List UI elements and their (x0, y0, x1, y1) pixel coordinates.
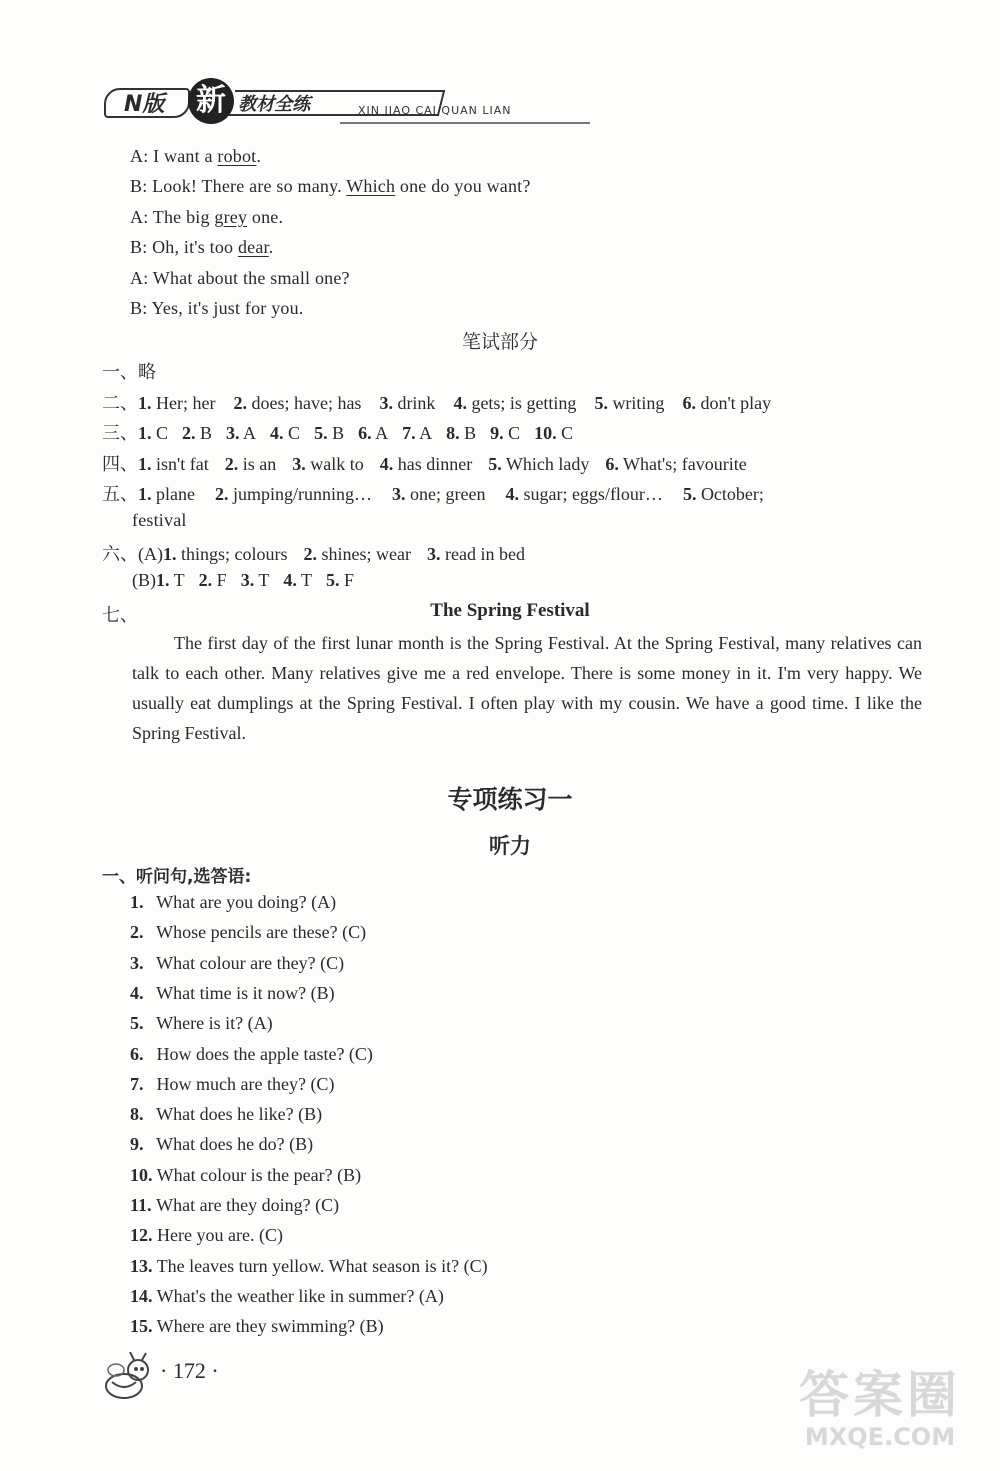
question-number: 4. (130, 982, 144, 1003)
question-number: 2. (130, 922, 144, 943)
question-text: How does the apple taste? (C) (152, 1043, 373, 1064)
answer-item: 4. has dinner (379, 454, 473, 474)
answer-item: 1. C (138, 423, 169, 443)
question-item (130, 1104, 322, 1125)
dialogue-line: B: Look! There are so many. Which one do you want? (130, 176, 531, 197)
answer-item: 1. isn't fat (138, 454, 209, 474)
book-header (100, 78, 590, 128)
section-title: 专项练习一 (447, 785, 573, 814)
speaker-label: A: (130, 267, 153, 288)
speaker-label: A: (130, 206, 153, 227)
answer-item: 1. plane (138, 484, 195, 504)
answer-item: 6. What's; favourite (605, 454, 747, 474)
question-number: 14. (130, 1285, 153, 1306)
question-text: What colour is the pear? (B) (152, 1164, 362, 1185)
question-text: What does he like? (B) (152, 1104, 323, 1125)
question-text: How much are they? (C) (152, 1073, 335, 1094)
answer-item: 5. B (314, 423, 345, 443)
dialogue-line: A: I want a robot. (130, 146, 262, 166)
answer-s4-items (138, 454, 763, 474)
answer-item: 6. A (358, 423, 389, 443)
question-item (130, 892, 336, 913)
answer-item: 5. October; (682, 484, 764, 504)
answer-item: 10. C (534, 423, 574, 443)
question-item (130, 1195, 339, 1216)
answer-s5: 五、1. plane 2. jumping/running… 3. one; green 4. sugar; eggs/flour… 5. October; (102, 480, 922, 506)
answer-s6a: 六、(A)1. things; colours 2. shines; wear 3. read in bed (102, 540, 541, 566)
answer-item: 1. things; colours (163, 544, 288, 564)
answer-s4: 四、1. isn't fat 2. is an 3. walk to 4. has dinner 5. Which lady 6. What's; favourite (102, 450, 763, 476)
brand-pinyin: XIN JIAO CAI QUAN LIAN (358, 104, 512, 117)
question-text: Here you are. (C) (152, 1225, 283, 1246)
question-item (130, 953, 344, 974)
question-item (130, 1044, 373, 1065)
speaker-label: B: (130, 298, 152, 318)
essay-paragraph: The first day of the first lunar month is the Spring Festival. At the Spring Festival, many relatives can talk to each other. Many relatives give me a red envelope. There is some money in it. I'm very happy. We usually eat dumplings at the Spring Festival. I often play with my cousin. We have a good time. I like the Spring Festival. (132, 633, 922, 743)
question-item (130, 1256, 488, 1277)
dialogue-line: A: The big grey one. (130, 206, 284, 227)
answer-item: 3. drink (379, 393, 436, 413)
answer-item: 3. T (240, 570, 270, 590)
answer-item: 3. one; green (391, 484, 486, 504)
question-text: Where are they swimming? (B) (152, 1316, 384, 1337)
answer-item: 2. does; have; has (233, 393, 362, 413)
answer-item: 2. F (198, 570, 227, 590)
question-text: What time is it now? (B) (152, 982, 335, 1003)
question-item (130, 1286, 444, 1307)
question-item (130, 1134, 313, 1155)
answer-s3: 三、1. C 2. B 3. A 4. C 5. B 6. A 7. A 8. B 9. C 10. C (102, 419, 587, 445)
question-number: 1. (130, 892, 144, 912)
brand-title: 教材全练 (229, 90, 445, 116)
essay-title: The Spring Festival (430, 600, 590, 621)
answer-item: 2. is an (224, 454, 277, 474)
question-item (130, 922, 366, 943)
question-text: What are you doing? (A) (152, 892, 337, 912)
question-text: Where is it? (A) (152, 1013, 273, 1034)
answer-item: 3. A (226, 423, 257, 443)
question-number: 9. (130, 1134, 144, 1155)
question-item (130, 983, 335, 1004)
question-number: 6. (130, 1043, 144, 1064)
question-item (130, 1165, 361, 1186)
answer-item: 4. C (270, 423, 301, 443)
answer-s6a-items (163, 544, 541, 564)
question-number: 5. (130, 1013, 144, 1034)
answer-s2: 二、1. Her; her 2. does; have; has 3. drink 4. gets; is getting 5. writing 6. don't play (102, 389, 789, 415)
answer-s1: 一、略 (102, 362, 156, 382)
answer-item: 3. walk to (292, 454, 364, 474)
answer-item: 5. F (326, 570, 355, 590)
question-text: What does he do? (B) (152, 1134, 314, 1155)
question-number: 8. (130, 1104, 144, 1125)
dialogue-line: A: What about the small one? (130, 267, 350, 288)
bee-mascot-icon (102, 1352, 156, 1402)
question-text: What are they doing? (C) (152, 1195, 340, 1215)
answer-item: 5. Which lady (488, 454, 590, 474)
question-number: 3. (130, 952, 144, 973)
answer-item: 2. jumping/running… (214, 484, 372, 504)
question-text: What's the weather like in summer? (A) (152, 1285, 444, 1306)
answer-item: 1. T (156, 570, 185, 590)
watermark-logo: 答案圈 (799, 1366, 961, 1424)
answer-item: 2. B (182, 423, 213, 443)
question-item (130, 1225, 283, 1246)
answer-s6b-items (156, 570, 368, 590)
question-number: 11. (130, 1195, 152, 1215)
answer-item: 2. shines; wear (303, 544, 411, 564)
dialogue-line: B: Oh, it's too dear. (130, 237, 274, 258)
question-number: 10. (130, 1164, 153, 1185)
question-number: 7. (130, 1073, 144, 1094)
question-item (130, 1013, 273, 1034)
question-text: The leaves turn yellow. What season is it? (C) (152, 1255, 488, 1276)
xin-logo: 新 (188, 78, 234, 124)
question-number: 12. (130, 1225, 153, 1246)
answer-s5-continued: festival (132, 510, 187, 530)
listening-instruction: 一、听问句,选答语: (102, 867, 252, 887)
answer-item: 7. A (402, 423, 433, 443)
site-watermark (780, 1367, 980, 1457)
question-item (130, 1316, 384, 1337)
underlined-word: grey (214, 206, 248, 227)
underlined-word: Which (346, 176, 396, 197)
edition-badge: N版 (104, 88, 190, 118)
speaker-label: A: (130, 146, 154, 166)
answer-item: 5. writing (594, 393, 665, 413)
underlined-word: dear (237, 237, 269, 258)
question-text: Whose pencils are these? (C) (152, 922, 367, 943)
answer-item: 4. T (283, 570, 313, 590)
watermark-url: MXQE.COM (804, 1423, 956, 1451)
answer-item: 1. Her; her (138, 393, 216, 413)
answer-s5-items (138, 484, 784, 504)
page-number: · 172 · (160, 1358, 219, 1383)
page-footer (102, 1348, 282, 1408)
listening-title: 听力 (489, 834, 531, 858)
question-item (130, 1074, 334, 1095)
answer-s3-items (138, 423, 587, 443)
answer-s6b: (B)1. T 2. F 3. T 4. T 5. F (132, 570, 368, 591)
underlined-word: robot (217, 146, 257, 166)
answer-item: 8. B (446, 423, 477, 443)
answer-item: 4. sugar; eggs/flour… (505, 484, 663, 504)
written-heading: 笔试部分 (461, 332, 538, 353)
question-number: 13. (130, 1255, 153, 1276)
answer-item: 3. read in bed (426, 544, 525, 564)
answer-item: 9. C (490, 423, 521, 443)
answer-s2-items (138, 393, 789, 413)
speaker-label: B: (130, 237, 153, 258)
question-text: What colour are they? (C) (152, 952, 345, 973)
speaker-label: B: (130, 176, 153, 197)
answer-item: 6. don't play (682, 393, 772, 413)
answer-item: 4. gets; is getting (453, 393, 577, 413)
header-rule (340, 122, 590, 124)
dialogue-line: B: Yes, it's just for you. (130, 298, 304, 318)
question-number: 15. (130, 1316, 153, 1337)
answer-s7-label: 七、 (102, 605, 138, 625)
